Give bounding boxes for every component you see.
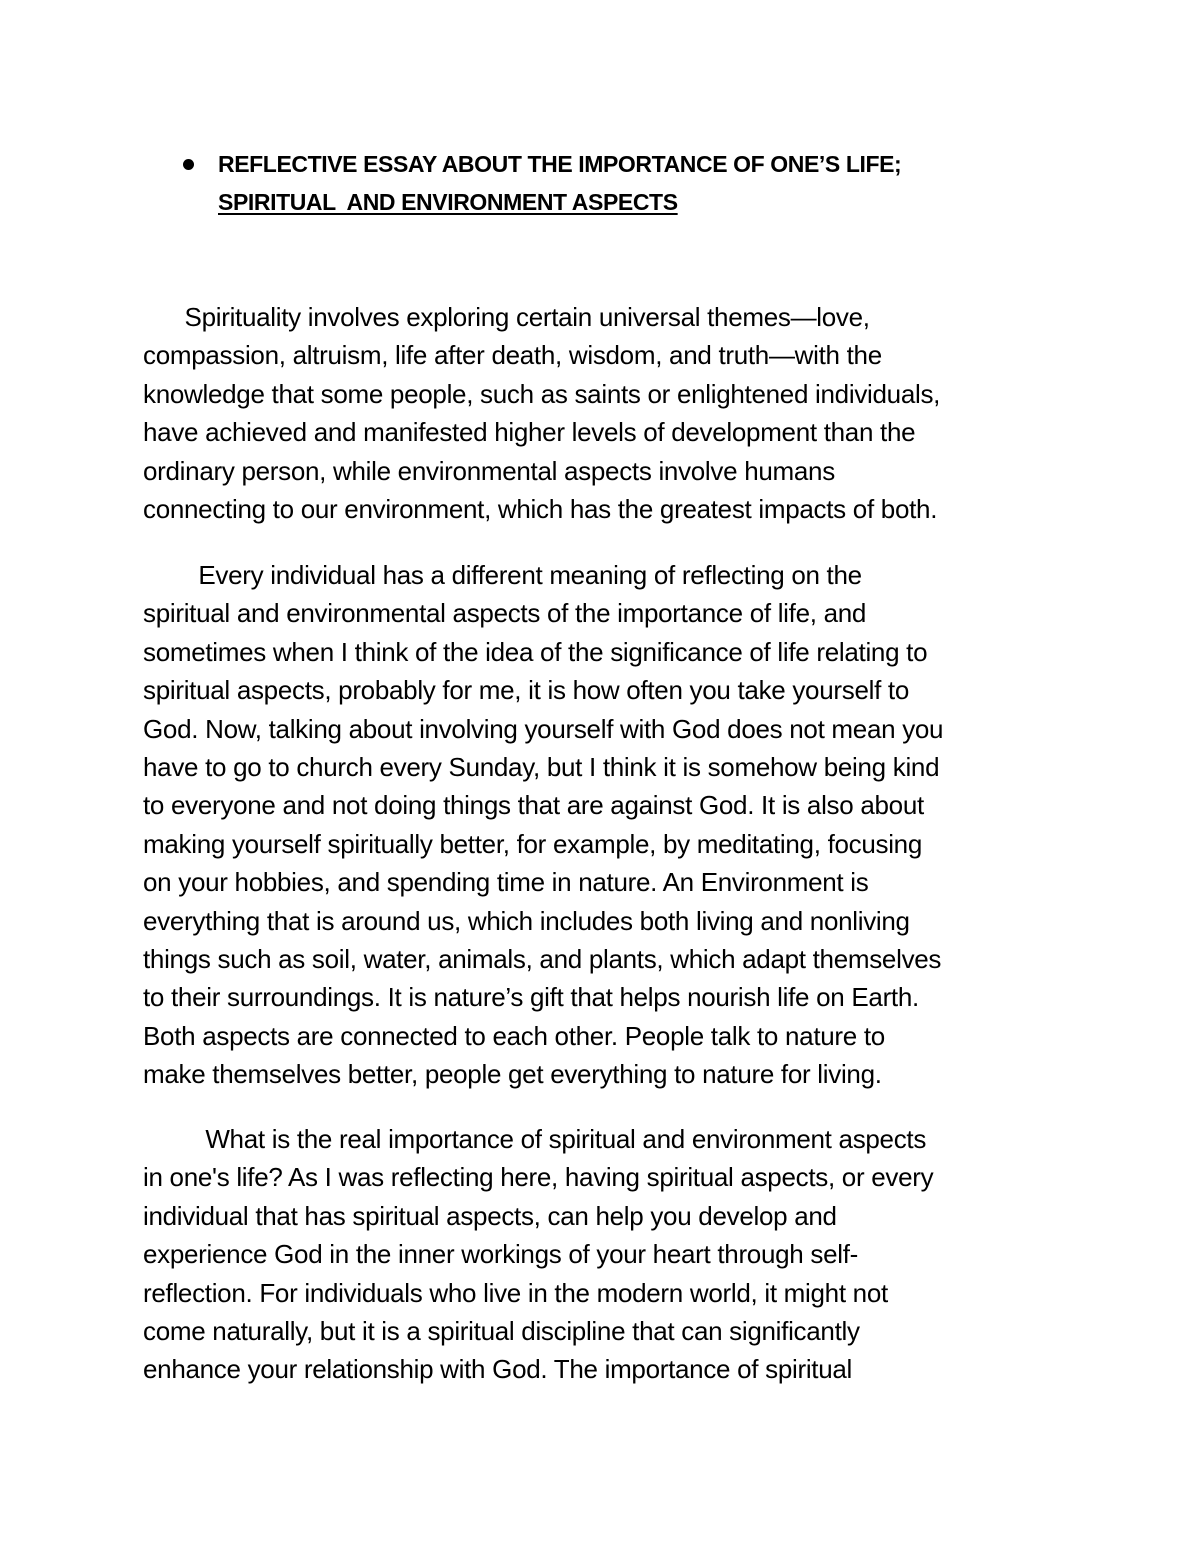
paragraph-2	[143, 556, 1068, 1094]
paragraph-line: Spirituality involves exploring certain universal themes—love,	[143, 302, 870, 332]
paragraph-line: compassion, altruism, life after death, wisdom, and truth—with the	[143, 340, 882, 371]
paragraph-line: things such as soil, water, animals, and plants, which adapt themselves	[143, 944, 942, 975]
paragraph-line: have achieved and manifested higher levels of development than the	[143, 417, 916, 448]
paragraph-line: make themselves better, people get everything to nature for living.	[143, 1059, 882, 1090]
paragraph-line: sometimes when I think of the idea of the significance of life relating to	[143, 636, 928, 667]
paragraph-line: ordinary person, while environmental aspects involve humans	[143, 455, 835, 486]
paragraph-line: knowledge that some people, such as saints or enlightened individuals,	[143, 378, 941, 409]
bullet-icon	[183, 159, 194, 170]
paragraph-line: reflection. For individuals who live in the modern world, it might not	[143, 1277, 888, 1308]
paragraph-1	[143, 298, 1068, 528]
paragraph-line: What is the real importance of spiritual and environment aspects	[143, 1124, 927, 1154]
essay-heading	[183, 145, 1143, 221]
paragraph-line: have to go to church every Sunday, but I think it is somehow being kind	[143, 752, 940, 783]
paragraph-line: Every individual has a different meaning of reflecting on the	[143, 560, 862, 590]
paragraph-line: enhance your relationship with God. The importance of spiritual	[143, 1354, 853, 1385]
paragraph-line: God. Now, talking about involving yourself with God does not mean you	[143, 713, 944, 744]
paragraph-line: to everyone and not doing things that are against God. It is also about	[143, 790, 924, 821]
paragraph-line: individual that has spiritual aspects, can help you develop and	[143, 1200, 837, 1231]
paragraph-line: experience God in the inner workings of your heart through self-	[143, 1239, 858, 1270]
paragraph-3	[143, 1120, 1068, 1389]
paragraph-line: on your hobbies, and spending time in nature. An Environment is	[143, 867, 869, 898]
paragraph-line: to their surroundings. It is nature’s gift that helps nourish life on Earth.	[143, 982, 919, 1013]
heading-subtitle-line: SPIRITUAL AND ENVIRONMENT ASPECTS	[218, 189, 678, 215]
paragraph-line: making yourself spiritually better, for example, by meditating, focusing	[143, 828, 923, 859]
paragraph-line: in one's life? As I was reflecting here, having spiritual aspects, or every	[143, 1162, 934, 1193]
paragraph-line: Both aspects are connected to each other. People talk to nature to	[143, 1020, 885, 1051]
paragraph-line: spiritual aspects, probably for me, it is how often you take yourself to	[143, 675, 910, 706]
heading-title-line: REFLECTIVE ESSAY ABOUT THE IMPORTANCE OF ONE’S LIFE;	[218, 151, 902, 177]
paragraph-line: come naturally, but it is a spiritual discipline that can significantly	[143, 1316, 860, 1347]
paragraph-line: spiritual and environmental aspects of the importance of life, and	[143, 598, 867, 629]
paragraph-line: everything that is around us, which includes both living and nonliving	[143, 905, 910, 936]
paragraph-line: connecting to our environment, which has the greatest impacts of both.	[143, 494, 938, 525]
